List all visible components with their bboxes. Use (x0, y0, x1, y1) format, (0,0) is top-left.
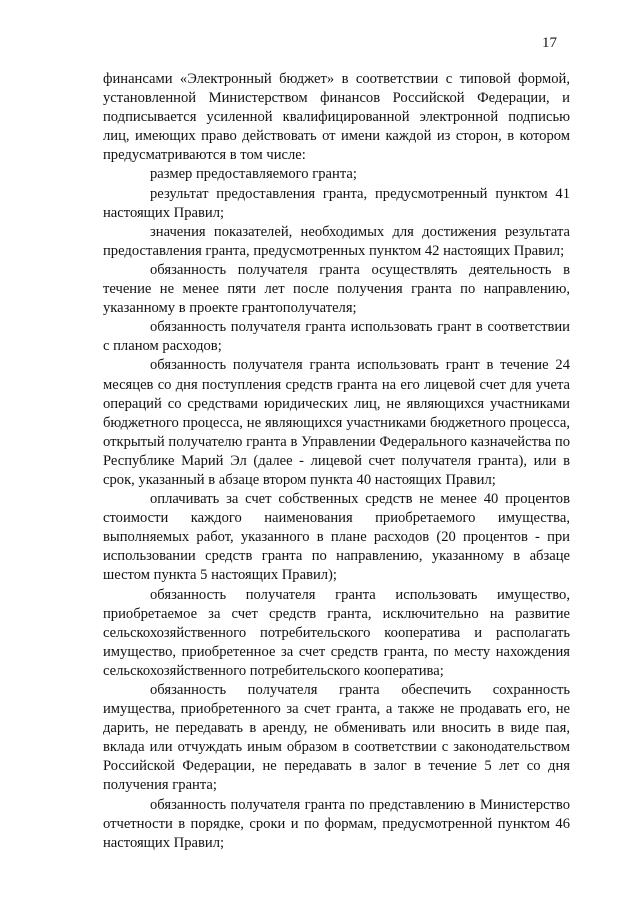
paragraph-five-years-activity: обязанность получателя гранта осуществлять деятельность в течение не менее пяти лет после получения гранта по направлению, указанному в проекте грантополучателя; (103, 261, 570, 317)
paragraph-continuation: финансами «Электронный бюджет» в соответствии с типовой формой, установленной Министерством финансов Российской Федерации, и подписывается усиленной квалифицированной электронной подписью лиц, имеющих право действовать от имени каждой из сторон, в котором предусматриваются в том числе: (103, 71, 570, 164)
paragraph-own-funds: оплачивать за счет собственных средств не менее 40 процентов стоимости каждого наименования приобретаемого имущества, выполняемых работ, указанного в плане расходов (20 процентов - при использовании средств гранта по направлению, указанному в абзаце шестом пункта 5 настоящих Правил); (103, 491, 570, 584)
paragraph-expense-plan: обязанность получателя гранта использовать грант в соответствии с планом расходов; (103, 319, 570, 355)
page-number: 17 (542, 35, 557, 51)
paragraph-reporting: обязанность получателя гранта по представлению в Министерство отчетности в порядке, сроки и по формам, предусмотренной пунктом 46 настоящих Правил; (103, 796, 570, 851)
paragraph-property-use: обязанность получателя гранта использовать имущество, приобретаемое за счет средств гранта, исключительно на развитие сельскохозяйственного потребительского кооператива и располагать имущество, приобретенное за счет средств гранта, по месту нахождения сельскохозяйственного потребительского кооператива; (103, 586, 570, 679)
paragraph-grant-result: результат предоставления гранта, предусмотренный пунктом 41 настоящих Правил; (103, 185, 570, 221)
paragraph-indicators: значения показателей, необходимых для достижения результата предоставления гранта, предусмотренных пунктом 42 настоящих Правил; (103, 223, 570, 259)
paragraph-24-months: обязанность получателя гранта использовать грант в течение 24 месяцев со дня поступления средств гранта на его лицевой счет для учета операций со средствами юридических лиц, не являющихся участниками бюджетного процесса, не являющихся участниками бюджетного процесса, открытый получателю гранта в Управлении Федерального казначейства по Республике Марий Эл (далее - лицевой счет получателя гранта), или в срок, указанный в абзаце втором пункта 40 настоящих Правил; (103, 357, 570, 488)
paragraph-grant-size: размер предоставляемого гранта; (150, 166, 357, 183)
paragraph-property-safety: обязанность получателя гранта обеспечить сохранность имущества, приобретенного за счет гранта, а также не продавать его, не дарить, не передавать в аренду, не обменивать или вносить в виде пая, вклада или отчуждать иным образом в соответствии с законодательством Российской Федерации, не передавать в залог в течение 5 лет со дня получения гранта; (103, 682, 570, 794)
document-body (103, 70, 570, 853)
